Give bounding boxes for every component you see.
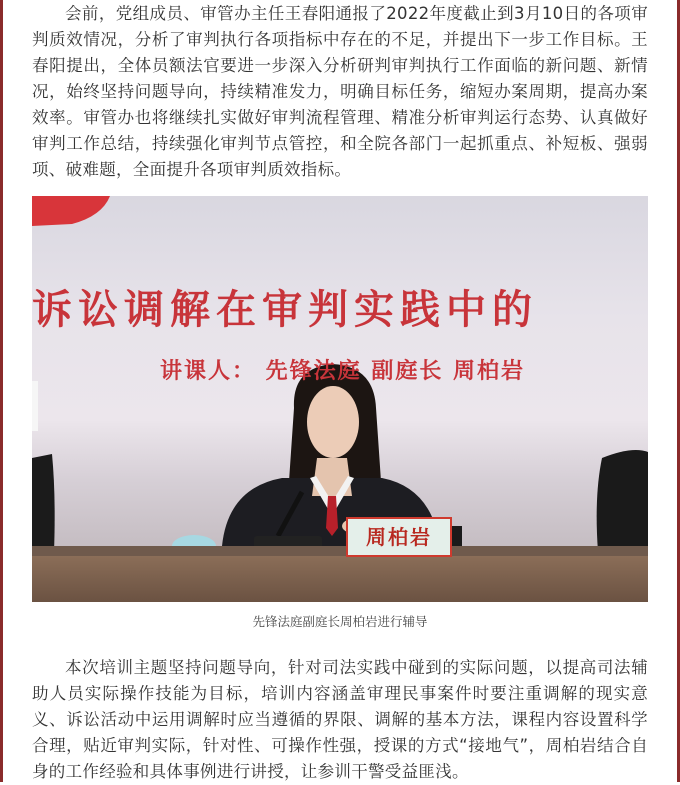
banner-speaker: 讲课人： 先锋法庭 副庭长 周柏岩: [160, 358, 525, 384]
table-top: [32, 546, 648, 556]
photo-caption: 先锋法庭副庭长周柏岩进行辅导: [252, 614, 428, 629]
article-paragraph: 会前，党组成员、审管办主任王春阳通报了2022年度截止到3月10日的各项审判质效情况，分析了审判执行各项指标中存在的不足，并提出下一步工作目标。王春阳提出，全体员额法官要进一步深入分析研判审判执行工作面临的新问题、新情况，始终坚持问题导向，持续精准发力，明确目标任务，缩短办案周期，提高办案效率。审管办也将继续扎实做好审判流程管理、精准分析审判运行态势、认真做好审判工作总结，持续强化审判节点管控，和全院各部门一起抓重点、补短板、强弱项、破难题，全面提升各项审判质效指标。: [32, 4, 648, 179]
red-tie: [326, 496, 338, 536]
article-paragraph: 本次培训主题坚持问题导向，针对司法实践中碰到的实际问题，以提高司法辅助人员实际操作技能为目标，培训内容涵盖审理民事案件时要注重调解的现实意义、诉讼活动中运用调解时应当遵循的界限、调解的基本方法，课程内容设置科学合理，贴近审判实际，针对性、可操作性强，授课的方式“接地气”，周柏岩结合自身的工作经验和具体事例进行讲授，让参训干警受益匪浅。: [32, 658, 648, 781]
table-front: [32, 556, 648, 602]
ribbon-decoration: [32, 196, 110, 226]
chair-left: [32, 454, 55, 552]
person-face: [307, 386, 359, 458]
chair-right: [597, 450, 648, 552]
banner-title: 诉讼调解在审判实践中的: [32, 286, 538, 333]
article-photo: [32, 196, 648, 602]
nameplate: 周柏岩: [346, 517, 452, 557]
photo-scene: [32, 196, 648, 602]
page-frame-left: [0, 0, 3, 782]
light-glare: [32, 381, 38, 431]
